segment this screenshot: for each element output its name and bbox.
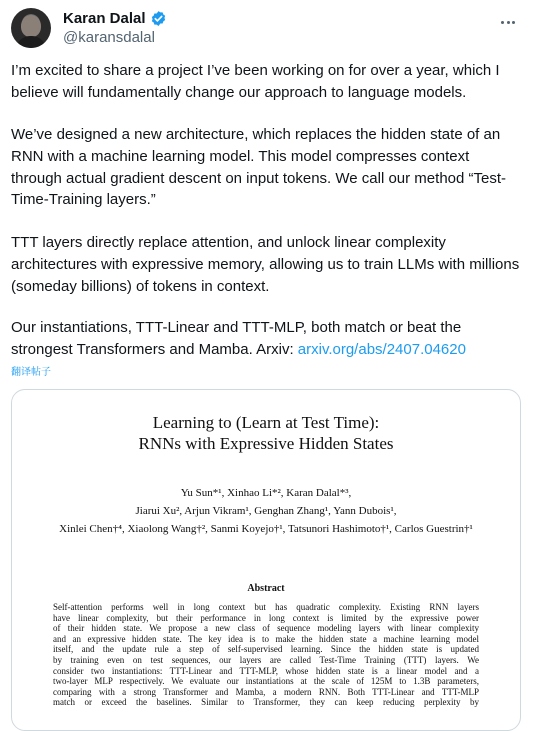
more-options-icon[interactable] bbox=[494, 8, 522, 36]
avatar-face bbox=[21, 15, 41, 37]
abstract-line: have linear complexity, but their performance in long context is limited by the expressive power bbox=[53, 612, 479, 623]
abstract-line: by training even on test sequences, our layers are called Test-Time Training (TTT) layers. We bbox=[53, 654, 479, 665]
translate-post-link[interactable]: 翻译帖子 bbox=[11, 367, 51, 378]
abstract-line: Self-attention performs well in long context but has quadratic complexity. Existing RNN layers bbox=[53, 602, 479, 612]
author-name[interactable]: Karan Dalal bbox=[63, 10, 146, 27]
tweet-paragraph-4 bbox=[11, 317, 521, 361]
abstract-line: comparing with a strong Transformer and Mamba, a modern RNN. Both TTT-Linear and TTT-MLP bbox=[53, 686, 479, 697]
tweet-paragraph-4-text: Our instantiations, TTT-Linear and TTT-MLP, both match or beat the strongest Transformers and Mamba. Arxiv: bbox=[11, 319, 462, 358]
paper-authors-line-3: Xinlei Chen†⁴, Xiaolong Wang†², Sanmi Koyejo†¹, Tatsunori Hashimoto†¹, Carlos Guestrin†¹ bbox=[59, 523, 473, 535]
abstract-line: two-layer MLP respectively. We evaluate our instantiations at the scale of 125M to 1.3B parameters, bbox=[53, 676, 479, 687]
avatar[interactable] bbox=[11, 8, 51, 48]
abstract-body bbox=[53, 602, 479, 708]
tweet-paragraph-1: I’m excited to share a project I’ve been working on for over a year, which I believe will fundamentally change our approach to language models. bbox=[11, 62, 500, 101]
paper-title-line-1: Learning to (Learn at Test Time): bbox=[152, 413, 380, 432]
abstract-line: match or exceed the baselines. Similar to Transformer, they can keep reducing perplexity by bbox=[53, 697, 479, 708]
abstract-line: itself, and the update rule a step of self-supervised learning. Since the hidden state is updated bbox=[53, 644, 479, 655]
tweet-header bbox=[11, 8, 522, 48]
abstract-heading: Abstract bbox=[247, 583, 285, 594]
name-row bbox=[63, 10, 167, 27]
tweet-paragraph-3: TTT layers directly replace attention, and unlock linear complexity architectures with expressive memory, allowing us to train LLMs with millions (someday billions) of tokens in context. bbox=[11, 234, 520, 295]
abstract-line: of their hidden state. We propose a new class of sequence modeling layers with linear complexity bbox=[53, 623, 479, 634]
paper-authors-line-2: Jiarui Xu², Arjun Vikram¹, Genghan Zhang¹, Yann Dubois¹, bbox=[135, 505, 397, 517]
arxiv-link[interactable]: arxiv.org/abs/2407.04620 bbox=[297, 340, 466, 358]
verified-badge-icon bbox=[150, 10, 167, 27]
abstract-line: consider two instantiations: TTT-Linear and TTT-MLP, whose hidden state is a linear model and a bbox=[53, 665, 479, 676]
attached-image-card[interactable] bbox=[11, 389, 521, 731]
paper-authors-line-1: Yu Sun*¹, Xinhao Li*², Karan Dalal*³, bbox=[180, 487, 352, 499]
author-handle[interactable]: @karansdalal bbox=[63, 29, 155, 46]
tweet-paragraph-2: We’ve designed a new architecture, which replaces the hidden state of an RNN with a machine learning model. This model compresses context through actual gradient descent on input tokens. We call our method “Test-Time-Training layers.” bbox=[11, 126, 507, 209]
abstract-line: and an expressive hidden state. The key idea is to make the hidden state a machine learning model bbox=[53, 633, 479, 644]
avatar-body bbox=[16, 36, 46, 48]
paper-title-line-2: RNNs with Expressive Hidden States bbox=[138, 434, 394, 453]
paper-screenshot bbox=[12, 390, 520, 730]
